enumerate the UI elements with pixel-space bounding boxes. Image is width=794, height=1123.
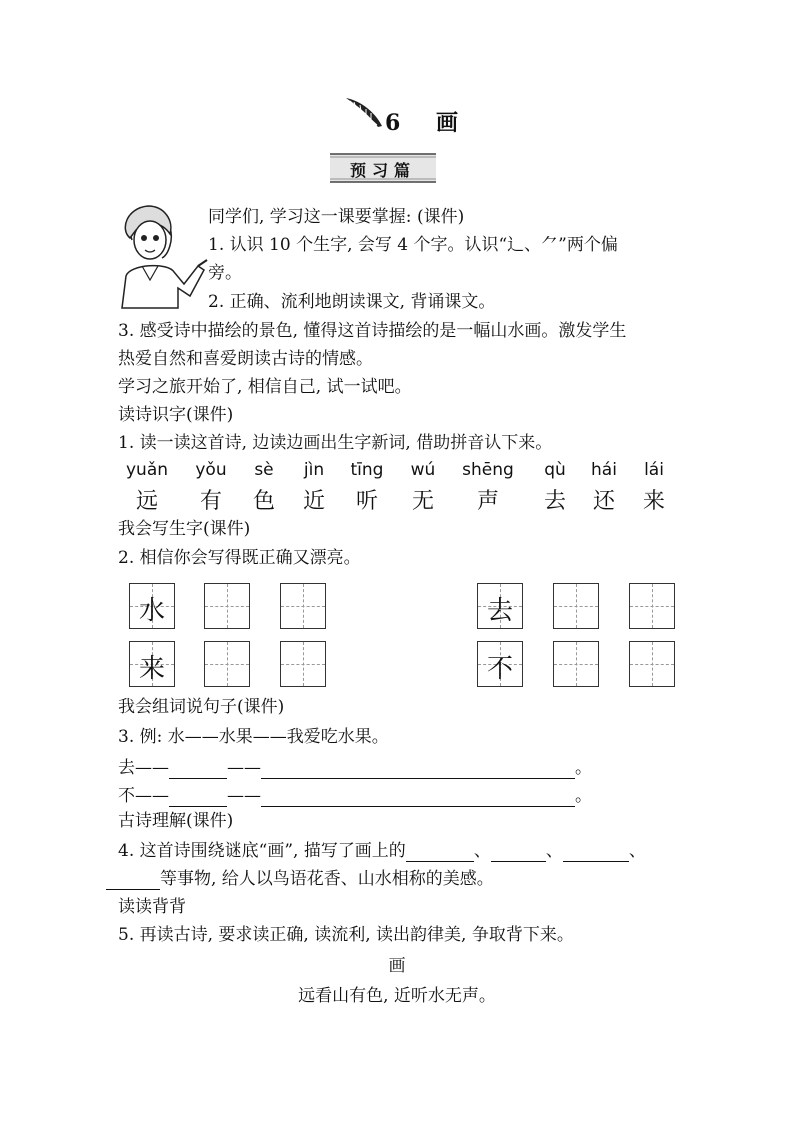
period: 。 <box>575 786 592 806</box>
answer-blank[interactable] <box>169 762 227 779</box>
section-heading: 读读背背 <box>118 897 186 917</box>
hanzi: 色 <box>252 489 275 514</box>
section-heading: 我会组词说句子(课件) <box>118 697 285 717</box>
dash: —— <box>227 786 261 806</box>
model-char: 水 <box>138 596 165 626</box>
writing-box[interactable] <box>629 641 675 687</box>
writing-box-model <box>129 641 175 687</box>
hanzi: 声 <box>476 489 499 514</box>
instruction: 5. 再读古诗, 要求读正确, 读流利, 读出韵律美, 争取背下来。 <box>118 925 574 945</box>
writing-box[interactable] <box>553 583 599 629</box>
hanzi: 还 <box>592 489 615 514</box>
model-char: 来 <box>138 654 165 684</box>
pinyin: jìn <box>303 460 325 480</box>
page-title: 6 画 <box>385 110 472 136</box>
pinyin: sè <box>254 460 274 480</box>
row-char: 去—— <box>118 758 169 778</box>
feather-pen-icon <box>344 96 386 130</box>
poem-line: 远看山有色, 近听水无声。 <box>298 986 496 1006</box>
writing-box-model <box>477 583 523 629</box>
hanzi: 无 <box>411 489 434 514</box>
hanzi: 来 <box>642 489 665 514</box>
hanzi: 去 <box>543 489 566 514</box>
writing-box[interactable] <box>204 583 250 629</box>
writing-box[interactable] <box>629 583 675 629</box>
instruction: 1. 读一读这首诗, 边读边画出生字新词, 借助拼音认下来。 <box>118 433 553 453</box>
answer-blank[interactable] <box>261 762 575 779</box>
model-char: 去 <box>486 596 513 626</box>
answer-blank[interactable] <box>169 790 227 807</box>
example: 3. 例: 水——水果——我爱吃水果。 <box>118 727 389 747</box>
dash: —— <box>227 758 261 778</box>
intro-line: 1. 认识 10 个生字, 会写 4 个字。认识“辶、⺈”两个偏 <box>208 235 618 255</box>
writing-box[interactable] <box>204 641 250 687</box>
pinyin: shēng <box>462 460 514 480</box>
pinyin: yǒu <box>195 460 227 480</box>
writing-box[interactable] <box>553 641 599 687</box>
pinyin: tīng <box>350 460 384 480</box>
answer-blank[interactable] <box>261 790 575 807</box>
intro-line: 2. 正确、流利地朗读课文, 背诵课文。 <box>208 292 496 312</box>
section-heading: 我会写生字(课件) <box>118 519 251 539</box>
fill-row <box>118 785 592 807</box>
writing-box-model <box>129 583 175 629</box>
row-char: 不—— <box>118 786 169 806</box>
answer-blank[interactable] <box>406 845 474 862</box>
poem-title: 画 <box>388 956 406 976</box>
separator: 、 <box>545 841 563 861</box>
hanzi: 远 <box>135 489 158 514</box>
period: 。 <box>575 758 592 778</box>
intro-line: 3. 感受诗中描绘的景色, 懂得这首诗描绘的是一幅山水画。激发学生 <box>118 321 627 341</box>
teacher-illustration-icon <box>112 200 212 310</box>
fill-row <box>118 840 646 862</box>
intro-line: 旁。 <box>208 263 242 283</box>
question-text: 等事物, 给人以鸟语花香、山水相称的美感。 <box>160 869 494 889</box>
hanzi: 有 <box>199 489 222 514</box>
answer-blank[interactable] <box>491 845 546 862</box>
fill-row <box>106 868 494 890</box>
answer-blank[interactable] <box>106 873 160 890</box>
pinyin: hái <box>591 460 617 480</box>
section-heading: 古诗理解(课件) <box>118 811 234 831</box>
model-char: 不 <box>486 654 513 684</box>
section-banner-label: 预习篇 <box>349 161 416 180</box>
writing-box-model <box>477 641 523 687</box>
intro-line: 热爱自然和喜爱朗读古诗的情感。 <box>118 349 373 369</box>
pinyin: lái <box>644 460 664 480</box>
intro-line: 同学们, 学习这一课要掌握: (课件) <box>208 207 465 227</box>
pinyin: wú <box>410 460 436 480</box>
writing-box[interactable] <box>280 583 326 629</box>
pinyin: yuǎn <box>125 460 169 480</box>
question-text: 4. 这首诗围绕谜底“画”, 描写了画上的 <box>118 841 406 861</box>
writing-box[interactable] <box>280 641 326 687</box>
hanzi: 近 <box>302 489 325 514</box>
separator: 、 <box>628 841 646 861</box>
hanzi: 听 <box>355 489 378 514</box>
intro-line: 学习之旅开始了, 相信自己, 试一试吧。 <box>118 377 412 397</box>
section-heading: 读诗识字(课件) <box>118 405 234 425</box>
section-banner <box>330 150 436 186</box>
separator: 、 <box>473 841 491 861</box>
fill-row <box>118 757 592 779</box>
pinyin: qù <box>544 460 566 480</box>
instruction: 2. 相信你会写得既正确又漂亮。 <box>118 548 361 568</box>
answer-blank[interactable] <box>563 845 629 862</box>
